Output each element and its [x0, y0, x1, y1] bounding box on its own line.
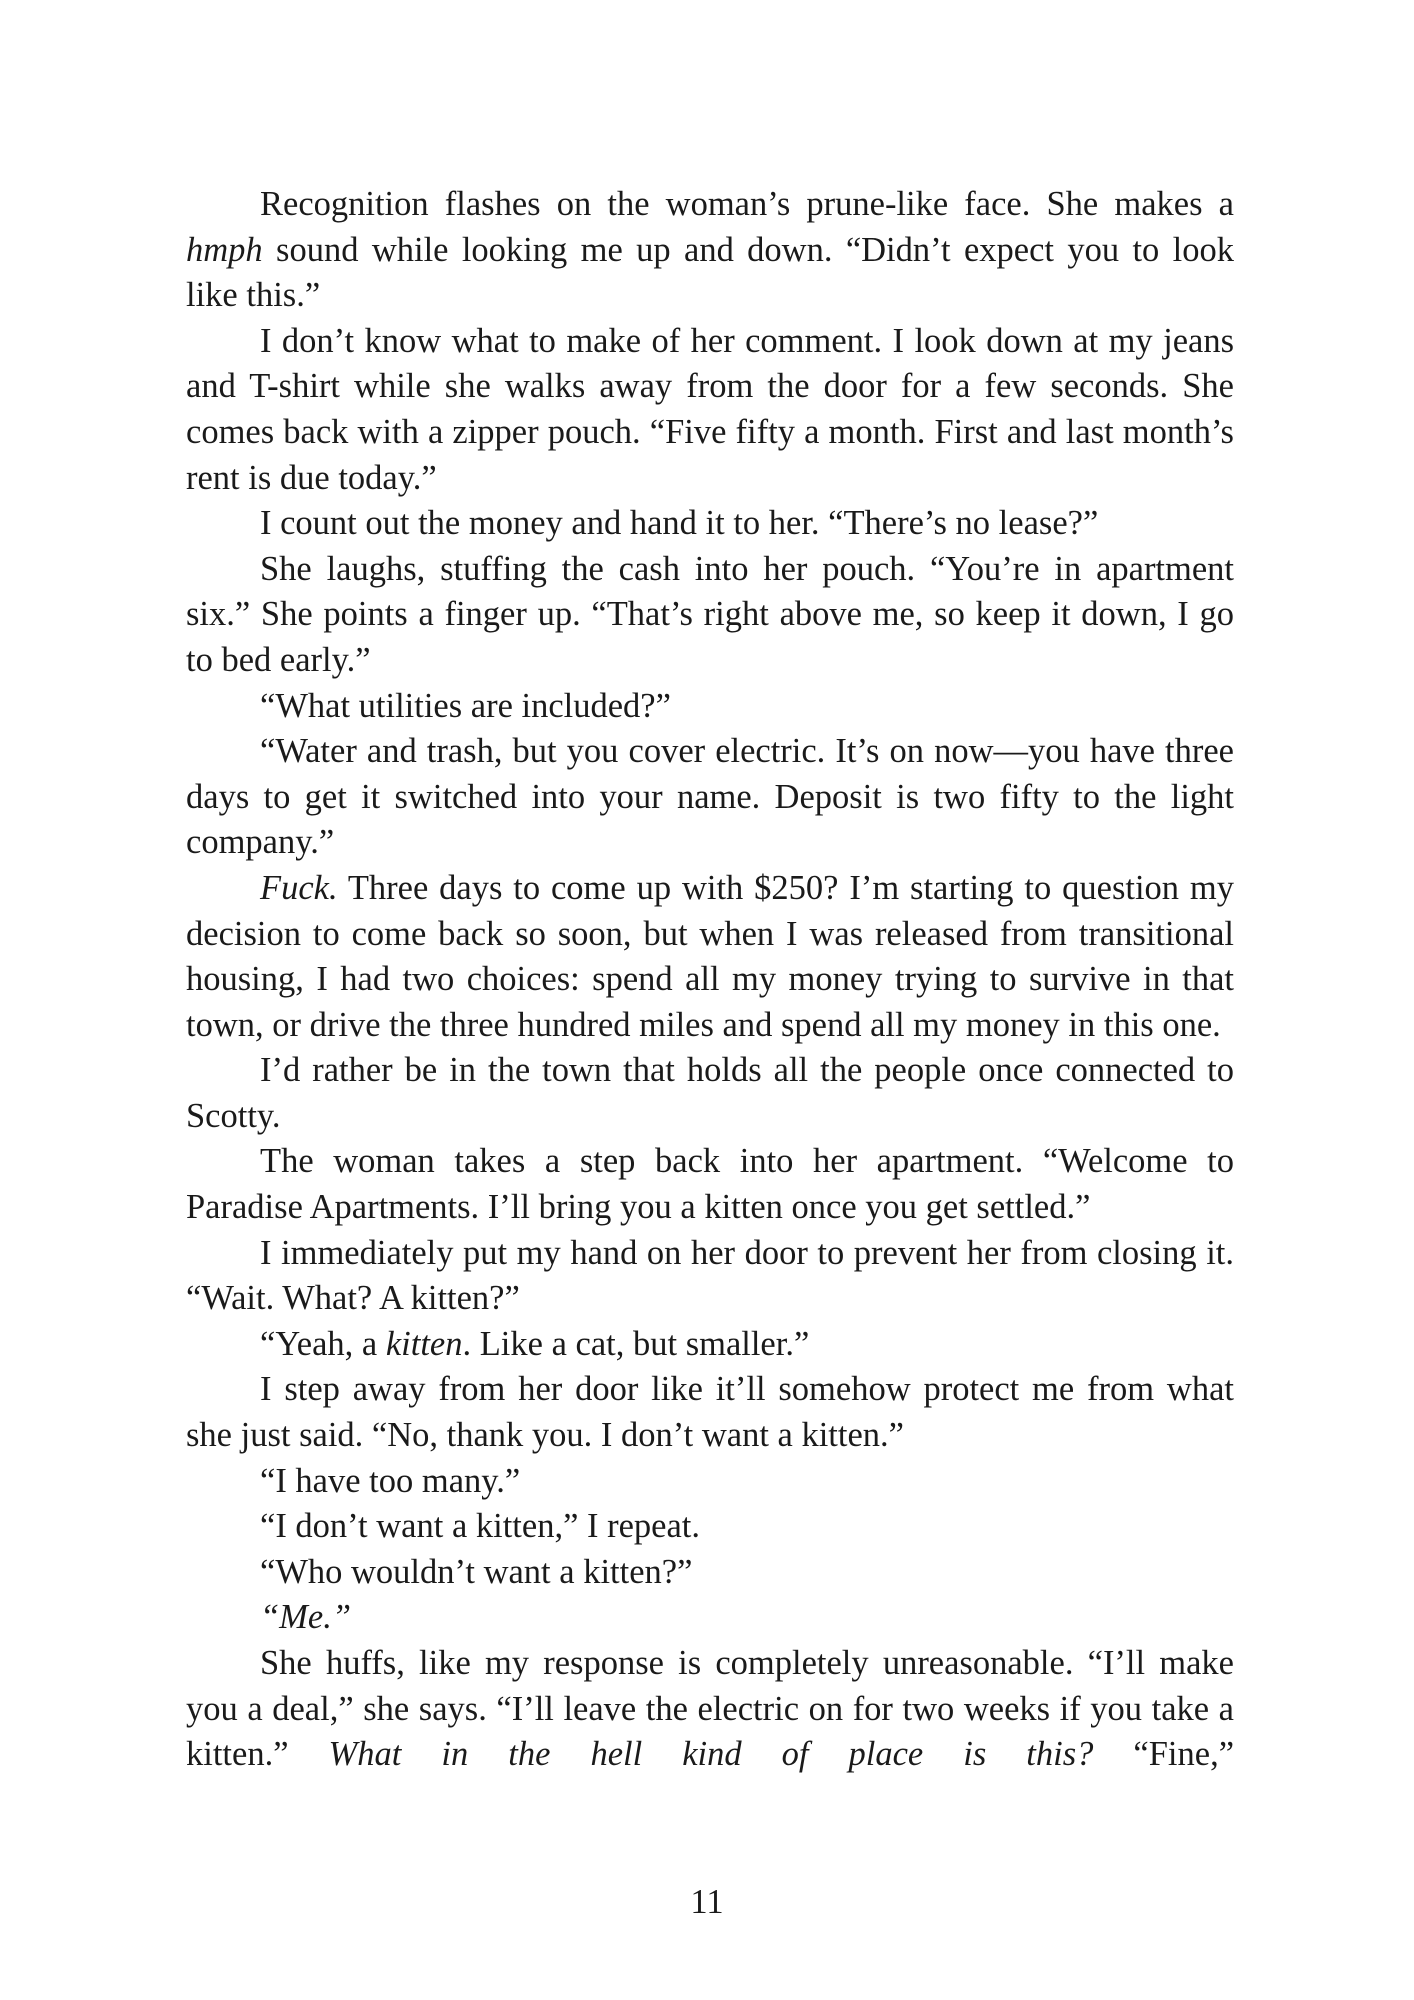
text-run: “What utilities are included?”: [260, 686, 671, 725]
paragraph: [186, 547, 1234, 684]
italic-text: hmph: [186, 230, 263, 269]
paragraph: [186, 866, 1234, 1048]
paragraph: [186, 1367, 1234, 1458]
paragraph: [186, 1504, 1234, 1550]
paragraph: [186, 1641, 1234, 1778]
text-run: I step away from her door like it’ll somehow protect me from what she just said. “No, thank you. I don’t want a kitten.”: [186, 1370, 1234, 1455]
text-run: “I have too many.”: [260, 1461, 521, 1500]
text-run: I’d rather be in the town that holds all the people once connected to Scotty.: [186, 1051, 1234, 1135]
text-run: I don’t know what to make of her comment. I look down at my jeans and T-shirt while she walks away from the door for a few seconds. She comes back with a zipper pouch. “Five fifty a month. First and last month’s rent is due today.”: [186, 321, 1234, 497]
text-run: She huffs, like my response is completely unreasonable. “I’ll make you a deal,” she says. “I’ll leave the electric on for two weeks if you take a kitten.”: [186, 1644, 1234, 1774]
italic-text: “Me.”: [260, 1598, 352, 1637]
text-run: “Water and trash, but you cover electric. It’s on now—you have three days to get it switched into your name. Deposit is two fifty to the light company.”: [186, 732, 1234, 862]
paragraph: [186, 1595, 1234, 1641]
text-run: I immediately put my hand on her door to prevent her from closing it. “Wait. What? A kitten?”: [186, 1233, 1234, 1318]
paragraph: [186, 319, 1234, 501]
paragraph: [186, 501, 1234, 547]
text-run: Recognition flashes on the woman’s prune-like face. She makes a: [260, 185, 1234, 223]
page-number: 11: [690, 1883, 724, 1921]
text-run: “Who wouldn’t want a kitten?”: [260, 1552, 693, 1591]
paragraph: [186, 1550, 1234, 1596]
text-run: “I don’t want a kitten,” I repeat.: [260, 1507, 701, 1546]
text-run: I count out the money and hand it to her. “There’s no lease?”: [260, 504, 1099, 543]
paragraph: [186, 1048, 1234, 1139]
paragraph: [186, 182, 1234, 319]
text-run: The woman takes a step back into her apartment. “Welcome to Paradise Apartments. I’ll bring you a kitten once you get settled.”: [186, 1142, 1234, 1227]
italic-text: kitten: [385, 1324, 463, 1363]
italic-text: Fuck.: [260, 868, 338, 907]
paragraph: [186, 1459, 1234, 1505]
paragraph: [186, 1139, 1234, 1230]
text-run: “Fine,”: [1093, 1735, 1235, 1774]
text-run: “Yeah, a: [260, 1324, 386, 1363]
paragraph: [186, 1231, 1234, 1322]
paragraph: [186, 1322, 1234, 1368]
paragraph: [186, 684, 1234, 730]
italic-text: What in the hell kind of place is this?: [328, 1735, 1094, 1774]
text-run: She laughs, stuffing the cash into her pouch. “You’re in apartment six.” She points a finger up. “That’s right above me, so keep it down, I go to bed early.”: [186, 549, 1234, 679]
paragraph: [186, 729, 1234, 866]
text-run: sound while looking me up and down. “Didn’t expect you to look like this.”: [186, 230, 1234, 315]
body-text: [186, 182, 1234, 1778]
text-run: Three days to come up with $250? I’m starting to question my decision to come back so soon, but when I was released from transitional housing, I had two choices: spend all my money trying to survive in that town, or drive the three hundred miles and spend all my money in this one.: [186, 868, 1234, 1044]
text-run: . Like a cat, but smaller.”: [462, 1324, 810, 1363]
